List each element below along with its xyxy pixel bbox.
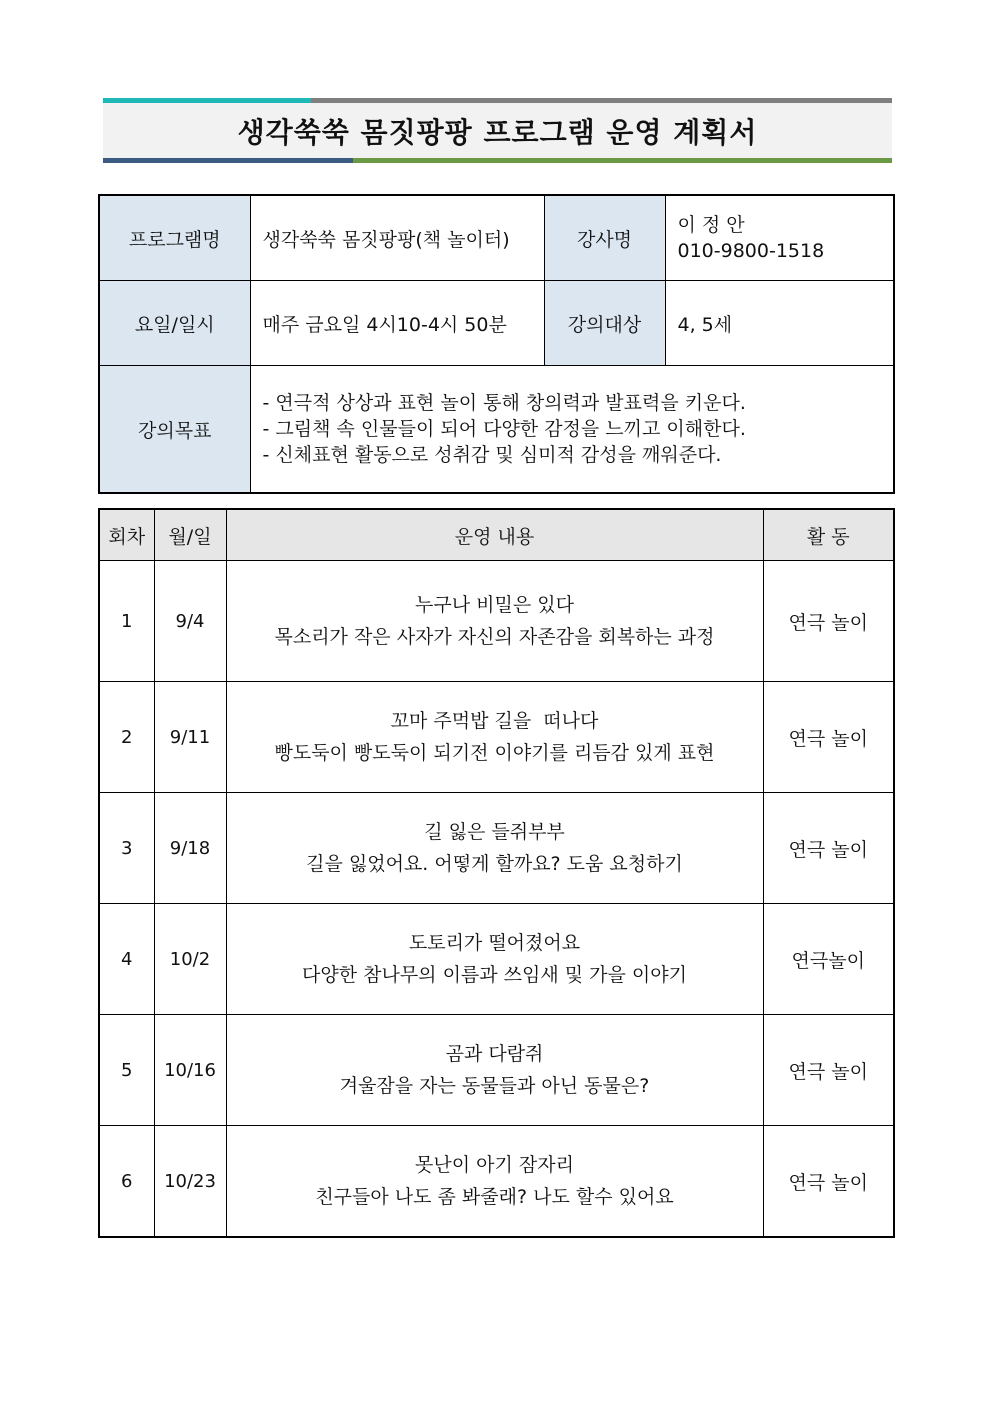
- table-row: [99, 682, 894, 793]
- goal-list: [250, 366, 894, 494]
- header-session: 회차: [99, 509, 154, 561]
- session-date: 9/4: [154, 561, 226, 682]
- goal-item: - 신체표현 활동으로 성취감 및 심미적 감성을 깨워준다.: [262, 444, 722, 466]
- title-banner: [103, 98, 892, 166]
- session-title: 길 잃은 들쥐부부: [424, 821, 565, 843]
- table-row: [99, 1126, 894, 1238]
- page-title: 생각쑥쑥 몸짓팡팡 프로그램 운영 계획서: [237, 115, 758, 149]
- session-activity: 연극 놀이: [763, 561, 894, 682]
- session-date: 10/23: [154, 1126, 226, 1238]
- session-activity: 연극 놀이: [763, 682, 894, 793]
- session-title: 꼬마 주먹밥 길을 떠나다: [390, 710, 599, 732]
- session-title: 곰과 다람쥐: [445, 1043, 544, 1065]
- session-number: 4: [99, 904, 154, 1015]
- goal-item: - 연극적 상상과 표현 놀이 통해 창의력과 발표력을 키운다.: [262, 392, 746, 414]
- session-content: [226, 561, 763, 682]
- table-row: [99, 793, 894, 904]
- session-content: [226, 1126, 763, 1238]
- session-number: 3: [99, 793, 154, 904]
- instructor-cell: [665, 195, 894, 281]
- session-desc: 길을 잃었어요. 어떻게 할까요? 도움 요청하기: [306, 853, 683, 875]
- session-content: [226, 904, 763, 1015]
- title-bottom-rule: [103, 158, 892, 163]
- table-row: [99, 904, 894, 1015]
- schedule-value: 매주 금요일 4시10-4시 50분: [250, 281, 544, 366]
- session-activity: 연극 놀이: [763, 1015, 894, 1126]
- target-label: 강의대상: [544, 281, 665, 366]
- session-number: 2: [99, 682, 154, 793]
- instructor-phone: 010-9800-1518: [677, 240, 825, 262]
- instructor-label: 강사명: [544, 195, 665, 281]
- program-name-label: 프로그램명: [99, 195, 250, 281]
- schedule-label: 요일/일시: [99, 281, 250, 366]
- session-desc: 빵도둑이 빵도둑이 되기전 이야기를 리듬감 있게 표현: [274, 742, 715, 764]
- session-content: [226, 793, 763, 904]
- header-activity: 활 동: [763, 509, 894, 561]
- session-date: 9/11: [154, 682, 226, 793]
- session-date: 10/16: [154, 1015, 226, 1126]
- table-row: [99, 561, 894, 682]
- session-date: 9/18: [154, 793, 226, 904]
- session-title: 못난이 아기 잠자리: [415, 1154, 574, 1176]
- header-content: 운영 내용: [226, 509, 763, 561]
- header-date: 월/일: [154, 509, 226, 561]
- session-desc: 겨울잠을 자는 동물들과 아닌 동물은?: [339, 1075, 650, 1097]
- target-value: 4, 5세: [665, 281, 894, 366]
- program-name-value: 생각쑥쑥 몸짓팡팡(책 놀이터): [250, 195, 544, 281]
- table-row: [99, 1015, 894, 1126]
- session-desc: 목소리가 작은 사자가 자신의 자존감을 회복하는 과정: [274, 626, 715, 648]
- session-date: 10/2: [154, 904, 226, 1015]
- session-desc: 친구들아 나도 좀 봐줄래? 나도 할수 있어요: [315, 1186, 674, 1208]
- session-number: 5: [99, 1015, 154, 1126]
- session-number: 1: [99, 561, 154, 682]
- goal-item: - 그림책 속 인물들이 되어 다양한 감정을 느끼고 이해한다.: [262, 418, 746, 440]
- session-desc: 다양한 참나무의 이름과 쓰임새 및 가을 이야기: [302, 964, 687, 986]
- session-activity: 연극 놀이: [763, 1126, 894, 1238]
- goal-label: 강의목표: [99, 366, 250, 494]
- session-activity: 연극 놀이: [763, 793, 894, 904]
- session-title: 도토리가 떨어졌어요: [408, 932, 581, 954]
- session-content: [226, 1015, 763, 1126]
- program-info-table: [98, 194, 895, 494]
- title-box: [103, 103, 892, 158]
- session-content: [226, 682, 763, 793]
- session-number: 6: [99, 1126, 154, 1238]
- session-activity: 연극놀이: [763, 904, 894, 1015]
- schedule-table: [98, 508, 895, 1238]
- instructor-name: 이 정 안: [677, 214, 745, 236]
- session-title: 누구나 비밀은 있다: [415, 594, 574, 616]
